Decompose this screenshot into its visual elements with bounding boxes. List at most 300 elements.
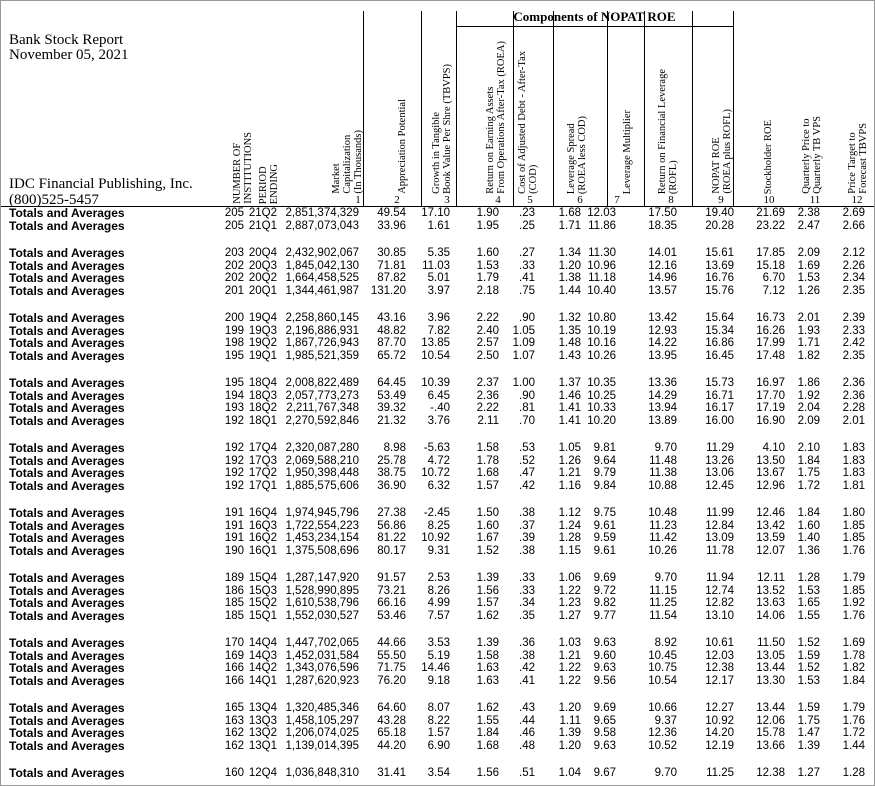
table-cell: 1.23 [558, 597, 581, 609]
table-cell: 71.75 [377, 662, 406, 674]
column-header: Market Capitalization (In Thousands) [331, 130, 364, 194]
table-cell: 189 [224, 572, 244, 584]
table-cell: 12.03 [705, 649, 734, 662]
table-cell: 16Q4 [248, 507, 277, 519]
table-cell: 17.10 [421, 207, 450, 219]
table-cell: 38.75 [377, 467, 406, 479]
table-cell: 1,845,042,130 [285, 259, 359, 272]
column-number: 5 [527, 194, 533, 206]
table-cell: 12.74 [705, 584, 734, 597]
table-cell: 1.75 [797, 714, 820, 727]
table-cell: 14.20 [705, 727, 734, 739]
table-cell: 5.01 [427, 272, 450, 284]
table-cell: 56.86 [377, 519, 406, 532]
publisher-phone: (800)525-5457 [9, 192, 99, 208]
table-cell: 8.07 [427, 702, 450, 714]
table-cell: 192 [224, 479, 244, 492]
table-cell: 2.26 [842, 259, 865, 272]
table-cell: 1.57 [427, 727, 450, 739]
table-cell: 9.77 [593, 609, 616, 622]
table-cell: 1.68 [476, 739, 499, 752]
table-cell: 1.39 [476, 637, 499, 649]
column-number: 6 [577, 194, 583, 206]
table-cell: 15Q3 [248, 584, 277, 597]
table-cell: 1,950,398,448 [285, 467, 359, 479]
table-cell: 3.97 [427, 284, 450, 297]
table-cell: 53.49 [377, 389, 406, 402]
row-label: Totals and Averages [9, 478, 125, 493]
table-cell: 13.57 [648, 284, 677, 297]
table-cell: 12.46 [756, 507, 785, 519]
table-cell: 1.39 [476, 572, 499, 584]
table-cell: .70 [519, 414, 535, 427]
table-cell: 10.40 [587, 284, 616, 297]
column-separator [733, 11, 734, 206]
table-cell: 14.29 [648, 389, 677, 402]
table-cell: 2.40 [476, 324, 499, 337]
table-cell: 36.90 [377, 479, 406, 492]
table-cell: 1,343,076,596 [285, 662, 359, 674]
table-cell: 193 [224, 402, 244, 414]
column-number: 11 [809, 194, 821, 206]
table-cell: .39 [519, 532, 535, 544]
table-cell: 44.20 [377, 739, 406, 752]
table-cell: 2.34 [842, 272, 865, 284]
table-cell: 14.01 [648, 247, 677, 259]
table-cell: 1.72 [842, 727, 865, 739]
table-cell: 1.85 [842, 584, 865, 597]
table-cell: .35 [519, 609, 535, 622]
table-cell: 1,452,031,584 [285, 649, 359, 662]
table-cell: 1.20 [558, 702, 581, 714]
table-cell: 30.85 [377, 247, 406, 259]
table-cell: 1.85 [842, 532, 865, 544]
table-cell: 1,974,945,796 [285, 507, 359, 519]
column-header: NUMBER OF INSTITUTIONS [232, 132, 254, 204]
row-label: Totals and Averages [9, 283, 125, 298]
table-cell: 13.44 [756, 702, 785, 714]
table-cell: 10.33 [587, 402, 616, 414]
table-cell: 9.81 [593, 442, 616, 454]
table-cell: 1.52 [476, 544, 499, 557]
table-cell: 1.37 [558, 377, 581, 389]
table-cell: 10.54 [648, 674, 677, 687]
table-cell: 16.76 [705, 272, 734, 284]
table-cell: 44.66 [377, 637, 406, 649]
table-cell: 1.83 [842, 442, 865, 454]
table-cell: 9.61 [593, 544, 616, 557]
table-cell: 9.61 [593, 519, 616, 532]
table-cell: 14Q3 [248, 649, 277, 662]
table-cell: 2.01 [842, 414, 865, 427]
table-cell: 1,985,521,359 [285, 349, 359, 362]
table-cell: 43.28 [377, 714, 406, 727]
row-label: Totals and Averages [9, 258, 125, 273]
table-cell: 11.15 [649, 584, 677, 597]
table-cell: 12.45 [705, 479, 734, 492]
table-cell: 1,287,620,923 [285, 674, 359, 687]
table-cell: 1.82 [842, 662, 865, 674]
table-cell: 10.16 [587, 337, 616, 349]
table-cell: 1.22 [558, 584, 581, 597]
table-cell: 1.63 [476, 674, 499, 687]
row-label: Totals and Averages [9, 648, 125, 663]
table-cell: 11.25 [706, 767, 734, 779]
table-cell: 1,036,848,310 [285, 767, 359, 779]
table-cell: 16Q1 [248, 544, 277, 557]
table-cell: 11.30 [588, 247, 616, 259]
table-cell: 49.54 [377, 207, 406, 219]
row-label: Totals and Averages [9, 336, 125, 350]
table-cell: 2.33 [842, 324, 865, 337]
table-cell: 160 [224, 767, 244, 779]
table-cell: 91.57 [377, 572, 406, 584]
table-cell: 64.60 [377, 702, 406, 714]
table-cell: 192 [224, 442, 244, 454]
table-cell: 191 [224, 519, 244, 532]
table-cell: 15.76 [705, 284, 734, 297]
table-cell: 2.11 [477, 414, 499, 427]
column-header: NOPAT ROE (ROEA plus ROFL) [711, 109, 733, 194]
table-cell: 2.36 [842, 389, 865, 402]
table-cell: 13.10 [705, 609, 734, 622]
table-cell: 15.73 [705, 377, 734, 389]
table-cell: 1,453,234,154 [285, 532, 359, 544]
table-cell: 1.05 [512, 324, 535, 337]
table-cell: 1.04 [558, 767, 581, 779]
table-cell: 1.20 [558, 259, 581, 272]
table-cell: 76.20 [377, 674, 406, 687]
table-cell: 9.59 [593, 532, 616, 544]
row-label: Totals and Averages [9, 661, 125, 675]
table-cell: 165 [224, 702, 244, 714]
table-cell: 1.39 [558, 727, 581, 739]
column-header: Leverage Multiplier [622, 109, 633, 194]
table-cell: 1.85 [842, 519, 865, 532]
table-cell: 1.59 [797, 702, 820, 714]
table-cell: 1.60 [797, 519, 820, 532]
table-cell: 87.70 [377, 337, 406, 349]
table-cell: 1.46 [558, 389, 581, 402]
row-label: Totals and Averages [9, 531, 125, 545]
table-cell: 1.65 [797, 597, 820, 609]
table-cell: 2.22 [476, 312, 499, 324]
table-cell: 2,008,822,489 [285, 377, 359, 389]
table-cell: 170 [224, 637, 244, 649]
table-cell: 194 [224, 389, 244, 402]
table-cell: 15.78 [756, 727, 785, 739]
table-cell: 1,610,538,796 [285, 597, 359, 609]
table-cell: 131.20 [370, 284, 406, 297]
column-header: Leverage Spread (ROEA less COD) [566, 115, 588, 194]
table-cell: 8.22 [427, 714, 450, 727]
table-cell: 1.41 [558, 414, 581, 427]
table-cell: 80.17 [377, 544, 406, 557]
table-cell: .33 [519, 584, 535, 597]
table-cell: 203 [224, 247, 244, 259]
table-cell: 17Q3 [248, 454, 277, 467]
table-cell: 2.18 [476, 284, 499, 297]
row-label: Totals and Averages [9, 766, 125, 780]
table-cell: 11.42 [649, 532, 677, 544]
table-cell: 1.61 [427, 219, 450, 232]
table-cell: 16.26 [756, 324, 785, 337]
table-cell: 21Q2 [248, 207, 277, 219]
table-cell: 8.98 [383, 442, 406, 454]
table-cell: 1.09 [512, 337, 535, 349]
table-cell: 9.75 [593, 507, 616, 519]
column-header: Quarterly Price to Quarterly TB VPS [801, 116, 823, 194]
table-cell: 16.97 [756, 377, 785, 389]
table-cell: 13.05 [756, 649, 785, 662]
table-cell: 53.46 [377, 609, 406, 622]
table-cell: 12.38 [705, 662, 734, 674]
table-cell: 185 [224, 609, 244, 622]
column-header: Stockholder ROE [763, 119, 774, 194]
table-cell: 1.24 [558, 519, 581, 532]
column-number: 10 [763, 194, 775, 206]
table-cell: 1.69 [797, 259, 820, 272]
table-cell: 18Q1 [248, 414, 277, 427]
table-cell: 1.82 [797, 349, 820, 362]
table-cell: 3.96 [427, 312, 450, 324]
table-cell: 9.69 [593, 572, 616, 584]
table-cell: 1.93 [797, 324, 820, 337]
table-cell: 1.84 [842, 674, 865, 687]
table-cell: 9.69 [593, 702, 616, 714]
table-cell: 11.29 [706, 442, 734, 454]
table-cell: 13.59 [756, 532, 785, 544]
table-cell: .41 [519, 272, 535, 284]
table-cell: 11.48 [649, 454, 677, 467]
table-cell: 1.84 [797, 507, 820, 519]
table-cell: 10.25 [587, 389, 616, 402]
table-cell: 162 [224, 727, 244, 739]
table-cell: 202 [224, 272, 244, 284]
table-cell: 205 [224, 219, 244, 232]
table-cell: 166 [224, 674, 244, 687]
table-cell: 1,320,485,346 [285, 702, 359, 714]
table-cell: 195 [224, 377, 244, 389]
table-cell: 9.67 [593, 767, 616, 779]
table-cell: 2,887,073,043 [285, 219, 359, 232]
table-cell: 43.16 [377, 312, 406, 324]
table-cell: 1.39 [797, 739, 820, 752]
table-cell: 12.27 [705, 702, 734, 714]
table-cell: 4.72 [427, 454, 450, 467]
table-cell: 17.85 [756, 247, 785, 259]
table-cell: 2.36 [476, 389, 499, 402]
table-cell: 33.96 [377, 219, 406, 232]
table-cell: 199 [224, 324, 244, 337]
table-cell: 1.80 [842, 507, 865, 519]
table-cell: 13.67 [756, 467, 785, 479]
table-cell: 64.45 [377, 377, 406, 389]
table-cell: 1.92 [842, 597, 865, 609]
table-cell: 13.26 [705, 454, 734, 467]
table-cell: 13Q2 [248, 727, 277, 739]
table-cell: 17Q4 [248, 442, 277, 454]
table-cell: 1.79 [842, 702, 865, 714]
table-cell: 12.82 [705, 597, 734, 609]
table-cell: 3.76 [427, 414, 450, 427]
table-cell: 87.82 [377, 272, 406, 284]
table-cell: 1,458,105,297 [285, 714, 359, 727]
table-cell: 65.18 [377, 727, 406, 739]
table-cell: 17.99 [756, 337, 785, 349]
table-cell: 1.12 [558, 507, 581, 519]
row-label: Totals and Averages [9, 726, 125, 740]
table-cell: 1.28 [842, 767, 865, 779]
table-cell: 11.03 [422, 259, 450, 272]
table-cell: 12.11 [757, 572, 785, 584]
row-label: Totals and Averages [9, 506, 125, 520]
table-cell: 1.57 [476, 597, 499, 609]
table-cell: 10.45 [648, 649, 677, 662]
table-cell: 1.55 [797, 609, 820, 622]
table-cell: 31.41 [377, 767, 406, 779]
row-label: Totals and Averages [9, 453, 125, 468]
table-cell: 1.41 [558, 402, 581, 414]
table-cell: .75 [519, 284, 535, 297]
table-cell: 11.38 [649, 467, 677, 479]
table-cell: 14Q1 [248, 674, 277, 687]
row-label: Totals and Averages [9, 636, 125, 650]
table-cell: 10.72 [421, 467, 450, 479]
table-cell: 7.57 [427, 609, 450, 622]
table-cell: 1.76 [842, 714, 865, 727]
table-cell: 17.50 [648, 207, 677, 219]
table-cell: 9.31 [427, 544, 450, 557]
group-header: Components of NOPAT ROE [513, 9, 676, 24]
table-cell: .27 [519, 247, 535, 259]
row-label: Totals and Averages [9, 388, 125, 403]
table-cell: .47 [519, 467, 535, 479]
table-cell: 162 [224, 739, 244, 752]
table-cell: 10.92 [421, 532, 450, 544]
table-cell: 1.52 [797, 662, 820, 674]
table-cell: 1.43 [558, 349, 581, 362]
table-cell: 9.56 [593, 674, 616, 687]
table-cell: 7.12 [762, 284, 785, 297]
table-cell: 11.54 [649, 609, 677, 622]
table-cell: 1.53 [797, 674, 820, 687]
table-cell: 1,528,990,895 [285, 584, 359, 597]
table-cell: 1.27 [797, 767, 820, 779]
row-label: Totals and Averages [9, 246, 125, 260]
table-cell: 15.18 [756, 259, 785, 272]
table-cell: 1.21 [558, 649, 581, 662]
table-cell: 19Q4 [248, 312, 277, 324]
table-cell: 1,722,554,223 [285, 519, 359, 532]
table-cell: 1.79 [476, 272, 499, 284]
table-cell: 14.96 [648, 272, 677, 284]
table-cell: 15Q2 [248, 597, 277, 609]
table-cell: 17.19 [756, 402, 785, 414]
table-cell: 13Q1 [248, 739, 277, 752]
table-cell: 13.52 [756, 584, 785, 597]
table-cell: 198 [224, 337, 244, 349]
table-cell: 14Q2 [248, 662, 277, 674]
table-cell: .46 [519, 727, 535, 739]
table-cell: 17.48 [756, 349, 785, 362]
table-cell: 3.53 [427, 637, 450, 649]
column-separator [421, 11, 422, 206]
table-cell: 8.26 [427, 584, 450, 597]
table-cell: 2,320,087,280 [285, 442, 359, 454]
column-separator [513, 11, 514, 206]
table-cell: 2,069,588,210 [285, 454, 359, 467]
table-cell: 1.62 [476, 702, 499, 714]
table-cell: 2.22 [476, 402, 499, 414]
table-cell: 1.92 [797, 389, 820, 402]
table-cell: 2.53 [427, 572, 450, 584]
table-cell: 2.09 [797, 414, 820, 427]
table-cell: 9.70 [654, 572, 677, 584]
table-cell: .42 [519, 479, 535, 492]
table-cell: 13Q3 [248, 714, 277, 727]
table-cell: 15.61 [705, 247, 734, 259]
row-label: Totals and Averages [9, 218, 125, 233]
table-cell: 73.21 [377, 584, 406, 597]
table-cell: 10.26 [587, 349, 616, 362]
table-cell: 1.68 [476, 467, 499, 479]
table-cell: 7.82 [427, 324, 450, 337]
table-cell: 13Q4 [248, 702, 277, 714]
table-cell: 1.53 [476, 259, 499, 272]
table-cell: 2.37 [476, 377, 499, 389]
table-cell: 5.19 [427, 649, 450, 662]
table-cell: .43 [519, 702, 535, 714]
table-cell: 16.73 [756, 312, 785, 324]
table-cell: 19Q2 [248, 337, 277, 349]
table-cell: 1,344,461,987 [285, 284, 359, 297]
table-cell: 2.28 [842, 402, 865, 414]
table-cell: 13.06 [705, 467, 734, 479]
row-label: Totals and Averages [9, 543, 125, 558]
table-cell: 1.28 [797, 572, 820, 584]
table-cell: 16Q2 [248, 532, 277, 544]
table-cell: 13.95 [648, 349, 677, 362]
table-cell: 1.55 [476, 714, 499, 727]
table-cell: 6.70 [762, 272, 785, 284]
table-cell: 15.34 [705, 324, 734, 337]
table-cell: 10.39 [421, 377, 450, 389]
table-cell: 9.82 [593, 597, 616, 609]
table-cell: .42 [519, 662, 535, 674]
table-cell: 1.71 [797, 337, 820, 349]
table-cell: 10.48 [648, 507, 677, 519]
row-label: Totals and Averages [9, 376, 125, 390]
row-label: Totals and Averages [9, 441, 125, 455]
table-cell: 1,447,702,065 [285, 637, 359, 649]
table-cell: 11.94 [706, 572, 734, 584]
table-cell: .51 [519, 767, 535, 779]
table-cell: 13.50 [756, 454, 785, 467]
table-cell: 13.63 [756, 597, 785, 609]
column-number: 8 [668, 194, 674, 206]
table-cell: 10.96 [587, 259, 616, 272]
table-cell: 1,885,575,606 [285, 479, 359, 492]
row-label: Totals and Averages [9, 271, 125, 285]
table-cell: 1.15 [558, 544, 581, 557]
table-cell: 13.94 [648, 402, 677, 414]
table-cell: 20Q2 [248, 272, 277, 284]
table-cell: 1.60 [476, 519, 499, 532]
report-date: November 05, 2021 [9, 47, 129, 63]
row-label: Totals and Averages [9, 466, 125, 480]
table-cell: 12.96 [756, 479, 785, 492]
